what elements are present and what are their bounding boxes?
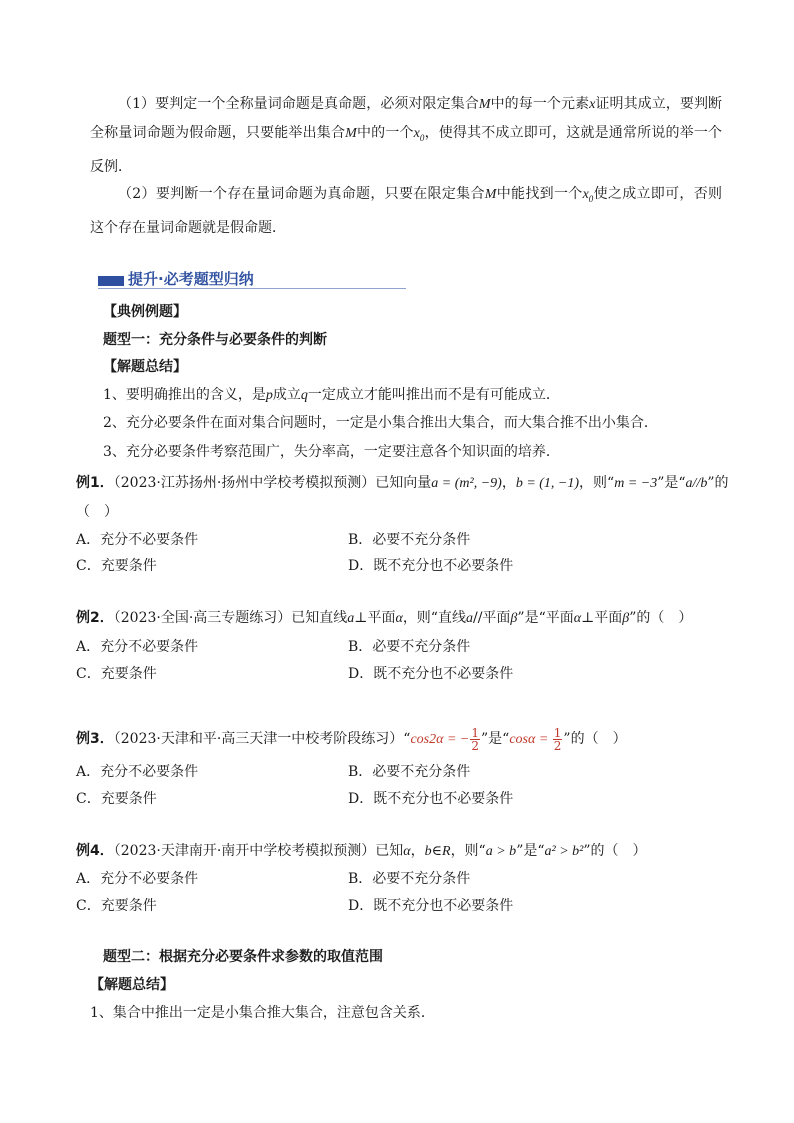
text-run: ，使得其不成立即可，这就是通常所说的举一个反例． [90,125,723,175]
summary2-item-1: 1、集合中推出一定是小集合推大集合，注意包含关系． [90,1005,435,1021]
text-run: ，则“ [450,843,486,859]
option-b[interactable]: B．必要不充分条件 [348,532,471,548]
text-run: ， [410,843,425,859]
intro-paragraph-1 [90,90,722,182]
math-var: M [484,187,497,202]
fraction [470,727,480,752]
text-run: ，则“ [579,475,615,491]
text-run: （2023·天津南开·南开中学校考模拟预测）已知 [113,843,404,859]
math-var: q [300,388,308,403]
condition-expression [410,725,481,753]
option-d[interactable]: D．既不充分也不必要条件 [348,791,514,807]
text-run: ”是“ [657,475,686,491]
text-run: ”的 [707,475,729,491]
example-label: 例4． [76,843,114,859]
option-d[interactable]: D．既不充分也不必要条件 [348,666,514,682]
text-run: ”是“ [516,843,545,859]
option-c[interactable]: C．充要条件 [76,558,157,574]
section-underline [98,288,406,289]
math-subscript: 0 [588,193,594,204]
text-run: ”是“平面 [517,610,574,626]
option-b[interactable]: B．必要不充分条件 [348,764,471,780]
math-expression: a² > b² [544,844,584,859]
text-run: 一定成立才能叫推出而不是有可能成立． [307,387,560,403]
example-3-stem [76,724,627,755]
option-d[interactable]: D．既不充分也不必要条件 [348,898,514,914]
text-run: 证明其成立，要判断全称量词命题为假命题，只要能举出集合 [90,96,723,141]
summary-item-2: 2、充分必要条件在面对集合问题时，一定是小集合推出大集合，而大集合推不出小集合． [103,415,658,431]
intro-paragraph-2 [90,180,722,243]
summary-item-1 [103,385,560,406]
math-var: x [413,126,420,141]
text-run: //平面 [472,610,511,626]
text-run: 成立 [272,387,301,403]
example-2-stem [76,608,692,629]
math-expression: a = (m², −9) [431,476,502,491]
text-run: 中能找到一个 [496,186,583,202]
option-a[interactable]: A．充分不必要条件 [76,639,199,655]
text-run: 使之成立即可，否则这个存在量词命题就是假命题． [90,186,723,236]
option-b[interactable]: B．必要不充分条件 [348,639,471,655]
option-a[interactable]: A．充分不必要条件 [76,871,199,887]
type1-heading: 题型一：充分条件与必要条件的判断 [103,332,327,348]
text-run: 1、要明确推出的含义，是 [103,387,266,403]
text-run: ”的（ ） [583,843,647,859]
math-var: M [345,126,357,141]
math-var: α [403,844,411,859]
text-run: （2）要判断一个存在量词命题为真命题，只要在限定集合 [118,186,485,202]
summary-item-3: 3、充分必要条件考察范围广，失分率高，一定要注意各个知识面的培养． [103,444,560,460]
math-expression: m = −3 [614,476,658,491]
math-var: M [478,97,491,112]
text-run: ”的（ ） [629,610,693,626]
math-var: x [582,187,589,202]
example-label: 例3． [76,731,114,747]
example-label: 例1． [76,475,114,491]
fraction [553,727,563,752]
text-run: ，则“直线 [402,610,466,626]
option-c[interactable]: C．充要条件 [76,898,157,914]
option-c[interactable]: C．充要条件 [76,791,157,807]
text-run: 中的每一个元素 [490,96,590,112]
math-var: a [347,611,355,626]
numerator: 1 [471,725,479,740]
example-label: 例2． [76,610,114,626]
text-run: （2023·全国·高三专题练习）已知直线 [113,610,348,626]
option-c[interactable]: C．充要条件 [76,666,157,682]
example-1-stem [76,473,729,494]
section-header [98,270,406,288]
conclusion-expression [509,725,563,753]
math-var: a [465,611,473,626]
math-expression: a > b [485,844,517,859]
option-d[interactable]: D．既不充分也不必要条件 [348,558,514,574]
text-run: （2023·江苏扬州·扬州中学校考模拟预测）已知向量 [113,475,432,491]
option-b[interactable]: B．必要不充分条件 [348,871,471,887]
option-a[interactable]: A．充分不必要条件 [76,532,199,548]
text-run: ”的（ ） [563,731,627,747]
typical-examples-label: 【典例例题】 [103,304,187,320]
math-var: p [265,388,273,403]
math-expression: b = (1, −1) [515,476,580,491]
text-run: ”是“ [480,731,510,747]
math-var: β [510,611,518,626]
math-expression: cos2α = − [410,732,470,747]
option-a[interactable]: A．充分不必要条件 [76,764,199,780]
text-run: ， [501,475,516,491]
math-expression: a//b [685,476,708,491]
type2-heading: 题型二：根据充分必要条件求参数的取值范围 [103,949,383,965]
math-var: β [622,611,630,626]
example-4-stem [76,841,647,862]
math-expression: b∈R [424,844,451,859]
text-run: （1）要判定一个全称量词命题是真命题，必须对限定集合 [118,96,479,112]
example-1-paren: （ ） [76,504,118,520]
text-run: ⊥平面 [354,610,396,626]
summary-label: 【解题总结】 [103,359,187,375]
math-subscript: 0 [419,132,425,143]
math-var: x [589,97,596,112]
section-header-bar [98,276,124,286]
section-title: 提升·必考题型归纳 [128,270,254,288]
math-var: α [395,611,403,626]
numerator: 1 [553,725,562,740]
text-run: （2023·天津和平·高三天津一中校考阶段练习）“ [113,731,411,747]
denominator: 2 [471,738,479,753]
math-var: α [573,611,582,626]
text-run: 中的一个 [356,125,414,141]
summary-label-2: 【解题总结】 [90,977,174,993]
math-expression: cosα = [509,732,552,747]
denominator: 2 [553,738,562,753]
text-run: ⊥平面 [581,610,623,626]
